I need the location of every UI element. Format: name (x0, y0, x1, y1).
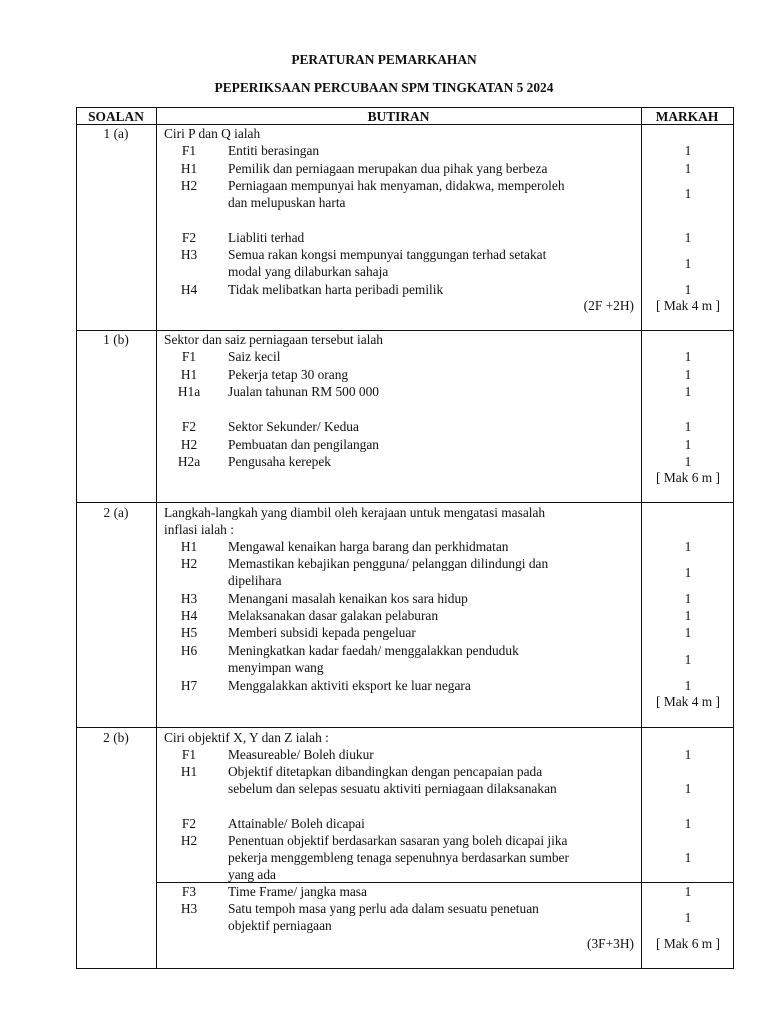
point-text: modal yang dilaburkan sahaja (228, 264, 389, 279)
question-number: 2 (a) (103, 505, 129, 520)
point-text: pekerja menggembleng tenaga sepenuhnya berdasarkan sumber (228, 850, 569, 865)
max-mark: [ Mak 4 m ] (656, 694, 720, 709)
point-text: sebelum dan selepas sesuatu aktiviti perniagaan dilaksanakan (228, 781, 557, 796)
point-text: menyimpan wang (228, 660, 324, 675)
question-intro: inflasi ialah : (164, 522, 234, 537)
point-mark: 1 (684, 910, 692, 925)
point-text: Pemilik dan perniagaan merupakan dua pihak yang berbeza (228, 161, 548, 176)
point-code: H3 (180, 901, 198, 916)
point-code: H1 (180, 764, 198, 779)
point-text: yang ada (228, 867, 276, 882)
document-title: PERATURAN PEMARKAHAN (291, 52, 477, 67)
point-code: F1 (181, 747, 197, 762)
point-mark: 1 (684, 419, 692, 434)
mark-summary: (2F +2H) (583, 298, 634, 313)
point-mark: 1 (684, 625, 692, 640)
point-mark: 1 (684, 539, 692, 554)
point-code: H5 (180, 625, 198, 640)
point-mark: 1 (684, 747, 692, 762)
point-code: H4 (180, 608, 198, 623)
question-intro: Sektor dan saiz perniagaan tersebut ialah (164, 332, 383, 347)
point-mark: 1 (684, 850, 692, 865)
point-mark: 1 (684, 565, 692, 580)
point-mark: 1 (684, 608, 692, 623)
point-text: Penentuan objektif berdasarkan sasaran yang boleh dicapai jika (228, 833, 568, 848)
point-text: dipelihara (228, 573, 282, 588)
point-mark: 1 (684, 186, 692, 201)
point-text: Attainable/ Boleh dicapai (228, 816, 365, 831)
point-text: Meningkatkan kadar faedah/ menggalakkan penduduk (228, 643, 519, 658)
point-code: H6 (180, 643, 198, 658)
point-text: Objektif ditetapkan dibandingkan dengan pencapaian pada (228, 764, 543, 779)
point-text: Menggalakkan aktiviti eksport ke luar negara (228, 678, 471, 693)
point-text: Menangani masalah kenaikan kos sara hidup (228, 591, 468, 606)
point-mark: 1 (684, 816, 692, 831)
max-mark: [ Mak 6 m ] (656, 936, 720, 951)
point-text: Semua rakan kongsi mempunyai tanggungan terhad setakat (228, 247, 547, 262)
point-text: Pengusaha kerepek (228, 454, 331, 469)
point-mark: 1 (684, 161, 692, 176)
point-code: H3 (180, 591, 198, 606)
point-text: objektif perniagaan (228, 918, 332, 933)
point-mark: 1 (684, 230, 692, 245)
document-subtitle: PEPERIKSAAN PERCUBAAN SPM TINGKATAN 5 2024 (214, 80, 554, 95)
point-code: F2 (181, 230, 197, 245)
point-code: F2 (181, 419, 197, 434)
mark-summary: (3F+3H) (587, 936, 634, 951)
point-text: Memastikan kebajikan pengguna/ pelanggan dilindungi dan (228, 556, 549, 571)
point-mark: 1 (684, 884, 692, 899)
point-code: H2a (177, 454, 201, 469)
point-text: Satu tempoh masa yang perlu ada dalam sesuatu penetuan (228, 901, 539, 916)
question-number: 2 (b) (103, 730, 129, 745)
point-text: Perniagaan mempunyai hak menyaman, didakwa, memperoleh (228, 178, 565, 193)
point-text: Melaksanakan dasar galakan pelaburan (228, 608, 439, 623)
point-code: F1 (181, 349, 197, 364)
point-text: Jualan tahunan RM 500 000 (228, 384, 379, 399)
point-mark: 1 (684, 652, 692, 667)
question-number: 1 (b) (103, 332, 129, 347)
point-code: H1a (177, 384, 201, 399)
point-mark: 1 (684, 454, 692, 469)
point-code: H3 (180, 247, 198, 262)
point-mark: 1 (684, 591, 692, 606)
point-text: Time Frame/ jangka masa (228, 884, 367, 899)
point-mark: 1 (684, 678, 692, 693)
point-code: H2 (180, 556, 198, 571)
point-mark: 1 (684, 282, 692, 297)
point-mark: 1 (684, 781, 692, 796)
point-mark: 1 (684, 437, 692, 452)
max-mark: [ Mak 6 m ] (656, 470, 720, 485)
point-code: F2 (181, 816, 197, 831)
point-code: F3 (181, 884, 197, 899)
max-mark: [ Mak 4 m ] (656, 298, 720, 313)
point-text: Liabliti terhad (228, 230, 305, 245)
point-code: H1 (180, 539, 198, 554)
point-text: Pekerja tetap 30 orang (228, 367, 349, 382)
point-text: Pembuatan dan pengilangan (228, 437, 379, 452)
point-mark: 1 (684, 367, 692, 382)
question-intro: Ciri P dan Q ialah (164, 126, 261, 141)
point-text: Memberi subsidi kepada pengeluar (228, 625, 416, 640)
point-text: Entiti berasingan (228, 143, 320, 158)
point-text: dan melupuskan harta (228, 195, 346, 210)
header-markah: MARKAH (655, 109, 719, 124)
question-intro: Ciri objektif X, Y dan Z ialah : (164, 730, 329, 745)
point-code: H2 (180, 178, 198, 193)
point-code: H2 (180, 437, 198, 452)
point-mark: 1 (684, 349, 692, 364)
header-butiran: BUTIRAN (367, 109, 430, 124)
point-text: Tidak melibatkan harta peribadi pemilik (228, 282, 444, 297)
question-intro: Langkah-langkah yang diambil oleh kerajaan untuk mengatasi masalah (164, 505, 546, 520)
point-code: H2 (180, 833, 198, 848)
question-number: 1 (a) (103, 126, 129, 141)
point-code: H1 (180, 367, 198, 382)
point-text: Sektor Sekunder/ Kedua (228, 419, 359, 434)
point-mark: 1 (684, 256, 692, 271)
point-text: Saiz kecil (228, 349, 281, 364)
point-mark: 1 (684, 384, 692, 399)
point-code: H7 (180, 678, 198, 693)
point-text: Measureable/ Boleh diukur (228, 747, 374, 762)
point-code: F1 (181, 143, 197, 158)
point-code: H4 (180, 282, 198, 297)
point-text: Mengawal kenaikan harga barang dan perkhidmatan (228, 539, 509, 554)
header-soalan: SOALAN (88, 109, 144, 124)
point-code: H1 (180, 161, 198, 176)
point-mark: 1 (684, 143, 692, 158)
